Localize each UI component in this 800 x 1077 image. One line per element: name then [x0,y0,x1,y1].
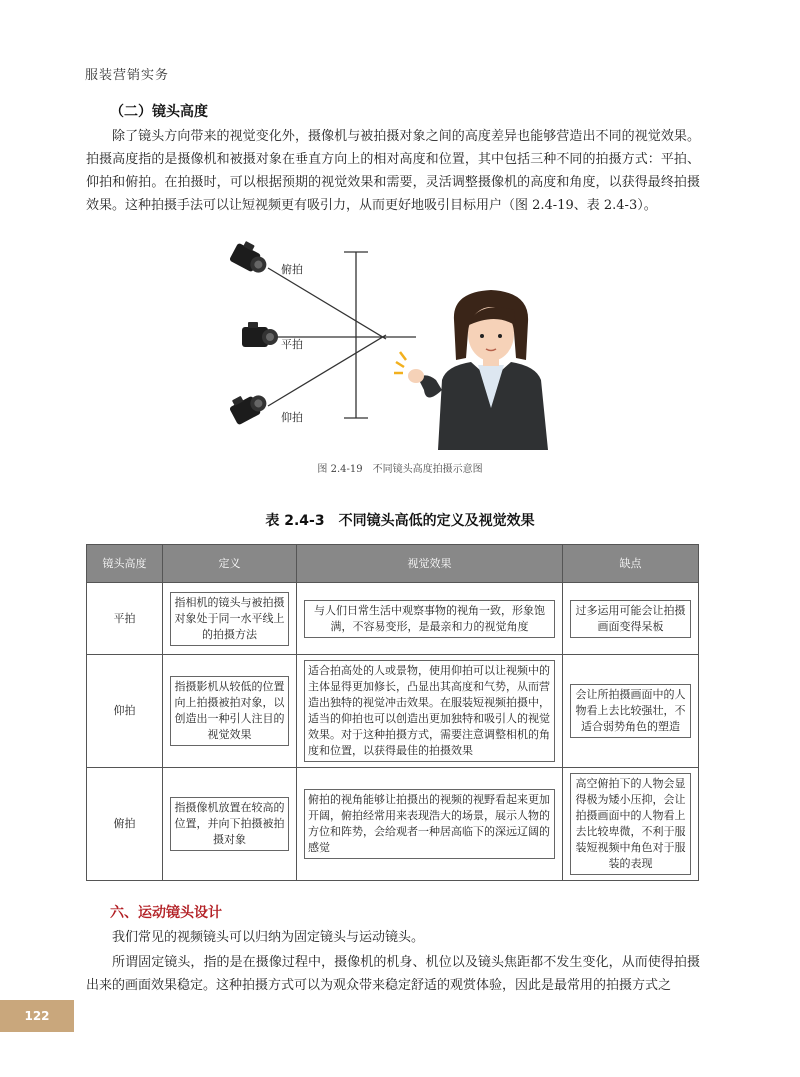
definition-cell: 指摄影机从较低的位置向上拍摄被拍对象，以创造出一种引人注目的视觉效果 [170,676,289,746]
camera-level-icon [242,322,278,347]
column-header: 镜头高度 [87,545,163,583]
table-title: 表 2.4-3 不同镜头高低的定义及视觉效果 [265,513,535,529]
section-heading: 六、运动镜头设计 [110,905,222,921]
label-low: 仰拍 [281,411,303,424]
camera-height-figure [86,240,700,460]
table-row [87,583,699,655]
effect-cell: 俯拍的视角能够让拍摄出的视频的视野看起来更加开阔，俯拍经常用来表现浩大的场景，展示人物的方位和阵势，会给观者一种居高临下的深远辽阔的感觉 [304,789,555,859]
row-label: 平拍 [87,583,163,655]
table-row [87,768,699,881]
label-level: 平拍 [281,338,303,351]
row-label: 俯拍 [87,768,163,881]
drawback-cell: 过多运用可能会让拍摄画面变得呆板 [570,600,691,638]
drawback-cell: 高空俯拍下的人物会显得极为矮小压抑，会让拍摄画面中的人物看上去比较卑微，不利于服装短视频中角色对于服装的表现 [570,773,691,875]
body-paragraph: 我们常见的视频镜头可以归纳为固定镜头与运动镜头。 [112,930,425,945]
definition-cell: 指相机的镜头与被拍摄对象处于同一水平线上的拍摄方法 [170,592,289,646]
page-number: 122 [0,1000,74,1032]
effect-cell: 适合拍高处的人或景物，使用仰拍可以让视频中的主体显得更加修长，凸显出其高度和气势，从而营造出独特的视觉冲击效果。在服装短视频拍摄中，适当的仰拍也可以创造出更加独特和吸引人的视觉效果。对于这种拍摄方式，需要注意调整相机的角度和位置，以获得最佳的拍摄效果 [304,660,555,762]
figure-caption: 图 2.4-19 不同镜头高度拍摄示意图 [317,464,483,475]
camera-high-icon [229,240,273,277]
table-header-row [87,545,699,583]
table-row [87,655,699,768]
column-header: 缺点 [563,545,699,583]
camera-height-table [86,544,699,881]
label-high: 俯拍 [281,263,303,276]
definition-cell: 指摄像机放置在较高的位置，并向下拍摄被拍摄对象 [170,797,289,851]
column-header: 定义 [163,545,297,583]
presenter-illustration-icon [394,290,548,450]
row-label: 仰拍 [87,655,163,768]
camera-low-icon [227,386,271,425]
column-header: 视觉效果 [297,545,563,583]
drawback-cell: 会让所拍摄画面中的人物看上去比较强壮，不适合弱势角色的塑造 [570,684,691,738]
running-header: 服装营销实务 [85,68,170,83]
body-paragraph: 除了镜头方向带来的视觉变化外，摄像机与被拍摄对象之间的高度差异也能够营造出不同的视觉效果。拍摄高度指的是摄像机和被摄对象在垂直方向上的相对高度和位置，其中包括三种不同的拍摄方式：平拍、仰拍和俯拍。在拍摄时，可以根据预期的视觉效果和需要，灵活调整摄像机的高度和角度，以获得最终拍摄效果。这种拍摄手法可以让短视频更有吸引力，从而更好地吸引目标用户（图 2.4-19、表 2.4-3）。 [86,129,700,213]
effect-cell: 与人们日常生活中观察事物的视角一致，形象饱满，不容易变形，是最亲和力的视觉角度 [304,600,555,638]
body-paragraph: 所谓固定镜头，指的是在摄像过程中，摄像机的机身、机位以及镜头焦距都不发生变化，从而使得拍摄出来的画面效果稳定。这种拍摄方式可以为观众带来稳定舒适的观赏体验，因此是最常用的拍摄方式之 [86,955,700,993]
section-title: （二）镜头高度 [110,104,208,120]
